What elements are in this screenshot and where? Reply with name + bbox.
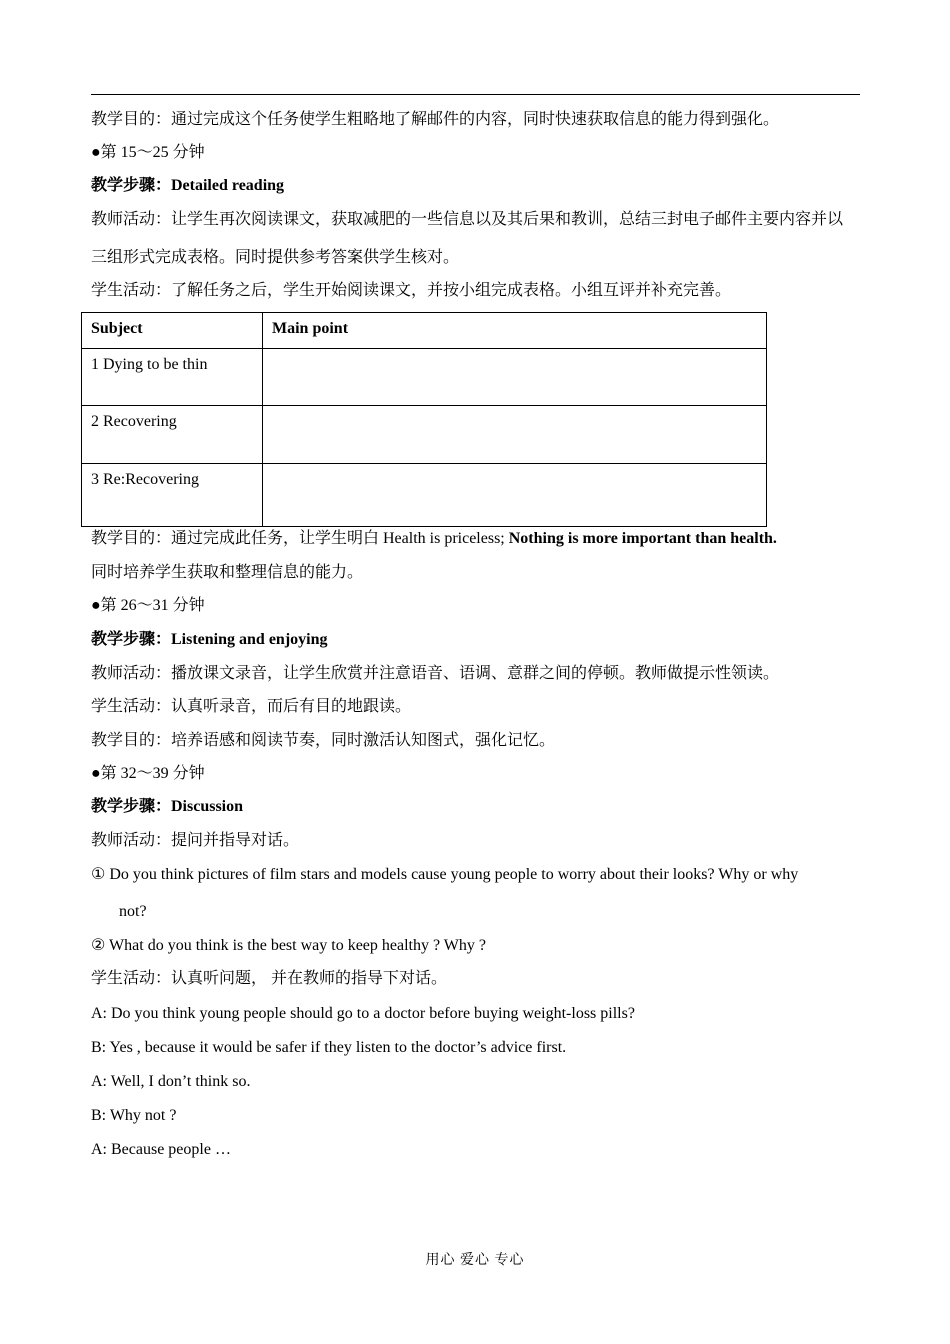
teacher-activity-cont: 三组形式完成表格。同时提供参考答案供学生核对。: [91, 249, 460, 266]
purpose-text: [91, 529, 777, 549]
question-2: ② What do you think is the best way to keep healthy ? Why ?: [91, 937, 486, 954]
dialogue-line: A: Do you think young people should go to a doctor before buying weight-loss pills?: [91, 1005, 635, 1022]
teacher-activity: 教师活动：播放课文录音，让学生欣赏并注意语音、语调、意群之间的停顿。教师做提示性领读。: [91, 665, 780, 682]
dialogue-line: A: Because people …: [91, 1141, 231, 1158]
table-row: [82, 349, 767, 406]
purpose-text-bold: Nothing is more important than health.: [508, 530, 777, 547]
dialogue-line: B: Why not ?: [91, 1107, 177, 1124]
purpose-text-plain: 教学目的：通过完成此任务，让学生明白 Health is priceless;: [91, 530, 509, 547]
purpose-text: 教学目的：培养语感和阅读节奏，同时激活认知图式，强化记忆。: [91, 732, 556, 749]
table-row: [82, 406, 767, 464]
table-cell-main-point: [263, 349, 767, 406]
page-footer: 用心 爱心 专心: [425, 1253, 525, 1268]
teacher-activity: 教师活动：提问并指导对话。: [91, 832, 300, 849]
table-header-subject: Subject: [82, 313, 263, 349]
student-activity: 学生活动：认真听录音，而后有目的地跟读。: [91, 698, 412, 715]
table-cell-main-point: [263, 464, 767, 527]
time-marker: ●第 32～39 分钟: [91, 765, 205, 782]
teacher-activity: 教师活动：让学生再次阅读课文，获取减肥的一些信息以及其后果和教训，总结三封电子邮件主要内容并以: [91, 211, 844, 228]
time-marker: ●第 26～31 分钟: [91, 597, 205, 614]
table-cell-subject: 3 Re:Recovering: [82, 464, 263, 527]
table-cell-main-point: [263, 406, 767, 464]
question-1-cont: not?: [119, 903, 147, 920]
table-cell-subject: 1 Dying to be thin: [82, 349, 263, 406]
summary-table: [81, 312, 767, 527]
header-rule: [91, 94, 860, 95]
table-header-main-point: Main point: [263, 313, 767, 349]
step-heading: 教学步骤：Detailed reading: [91, 177, 285, 194]
table-cell-subject: 2 Recovering: [82, 406, 263, 464]
dialogue-line: B: Yes , because it would be safer if they listen to the doctor’s advice first.: [91, 1039, 567, 1056]
student-activity: 学生活动：了解任务之后，学生开始阅读课文，并按小组完成表格。小组互评并补充完善。: [91, 282, 732, 299]
step-heading: 教学步骤：Discussion: [91, 798, 244, 815]
step-heading: 教学步骤：Listening and enjoying: [91, 631, 328, 648]
question-1: ① Do you think pictures of film stars and models cause young people to worry about their looks? Why or why: [91, 866, 799, 883]
table-row: [82, 464, 767, 527]
purpose-text-cont: 同时培养学生获取和整理信息的能力。: [91, 564, 364, 581]
dialogue-line: A: Well, I don’t think so.: [91, 1073, 251, 1090]
time-marker: ●第 15～25 分钟: [91, 144, 205, 161]
table-header-row: [82, 313, 767, 349]
student-activity: 学生活动：认真听问题， 并在教师的指导下对话。: [91, 970, 448, 987]
purpose-text: 教学目的：通过完成这个任务使学生粗略地了解邮件的内容，同时快速获取信息的能力得到强化。: [91, 111, 780, 128]
